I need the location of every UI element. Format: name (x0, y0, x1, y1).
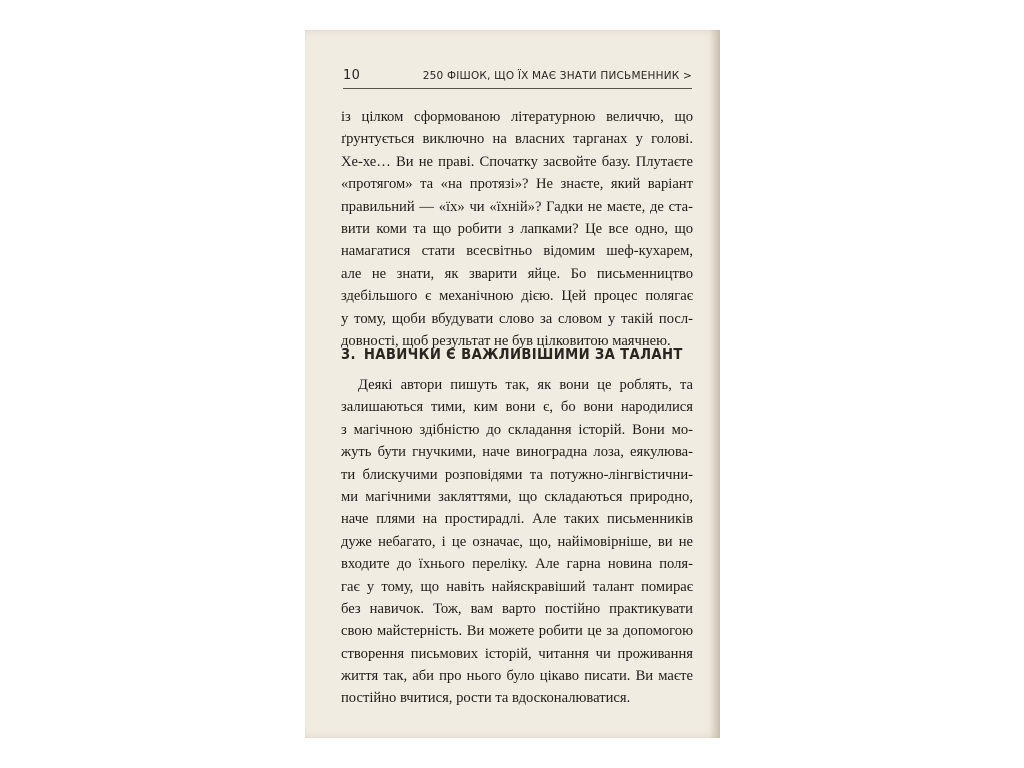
page-number: 10 (343, 68, 361, 83)
text-line: довності, щоб результат не був цілковитою маячнею. (341, 332, 671, 349)
text-line: вити коми та що робити з лапками? Це все одно, що (341, 220, 693, 237)
text-line: у тому, щоби вбудувати слово за словом у такій посл- (341, 310, 693, 327)
text-line: ти блискучими розповідями та потужно-лінгвістични- (341, 466, 693, 483)
text-line: дуже небагато, і це означає, що, найімовірніше, ви не (341, 533, 693, 550)
text-line: без навичок. Тож, вам варто постійно практикувати (341, 600, 693, 617)
text-line: Деякі автори пишуть так, як вони це роблять, та (358, 377, 693, 393)
text-line: здебільшого є механічною дією. Цей процес полягає (341, 288, 693, 305)
section-heading (341, 345, 683, 363)
paragraph-continuation (341, 106, 693, 352)
text-line: з магічною здібністю до складання історій. Вони мо- (341, 421, 693, 438)
text-line: ми магічними закляттями, що складаються природно, (341, 488, 693, 505)
text-line: залишаються тими, ким вони є, бо вони народилися (341, 399, 693, 416)
text-line: але не знати, як зварити яйце. Бо письменництво (341, 265, 693, 282)
section-title: НАВИЧКИ Є ВАЖЛИВІШИМИ ЗА ТАЛАНТ (363, 345, 683, 363)
text-line: ґрунтується виключно на власних тарганах у голові. (341, 131, 693, 148)
page-header (343, 68, 692, 84)
text-line: входите до їхнього переліку. Але гарна новина поля- (341, 556, 693, 573)
text-line: створення письмових історій, читання чи проживання (341, 645, 693, 662)
page-edge-shadow (710, 30, 720, 738)
header-rule (343, 88, 692, 89)
text-line: життя так, аби про нього було цікаво писати. Ви маєте (341, 668, 693, 685)
text-line: Хе-хе… Ви не праві. Спочатку засвойте базу. Плутаєте (341, 153, 693, 170)
section-number: 3. (341, 345, 356, 363)
text-line: гає у тому, що навіть найяскравіший талант помирає (341, 578, 693, 595)
text-line: наче плями на простирадлі. Але таких письменників (341, 511, 693, 528)
section-paragraph (341, 374, 693, 710)
book-page (305, 30, 720, 738)
text-line: свою майстерність. Ви можете робити це за допомогою (341, 623, 693, 640)
running-head: 250 ФІШОК, ЩО ЇХ МАЄ ЗНАТИ ПИСЬМЕННИК > (422, 70, 692, 82)
text-line: правильний — «їх» чи «їхній»? Гадки не маєте, де ста- (341, 198, 693, 215)
text-line: постійно вчитися, рости та вдосконалюватися. (341, 690, 631, 707)
text-line: «протягом» та «на протязі»? Не знаєте, який варіант (341, 176, 693, 193)
text-line: із цілком сформованою літературною величчю, що (341, 109, 693, 125)
text-line: жуть бути гнучкими, наче виноградна лоза, еякулюва- (341, 444, 693, 461)
text-line: намагатися стати всесвітньо відомим шеф-кухарем, (341, 243, 693, 260)
